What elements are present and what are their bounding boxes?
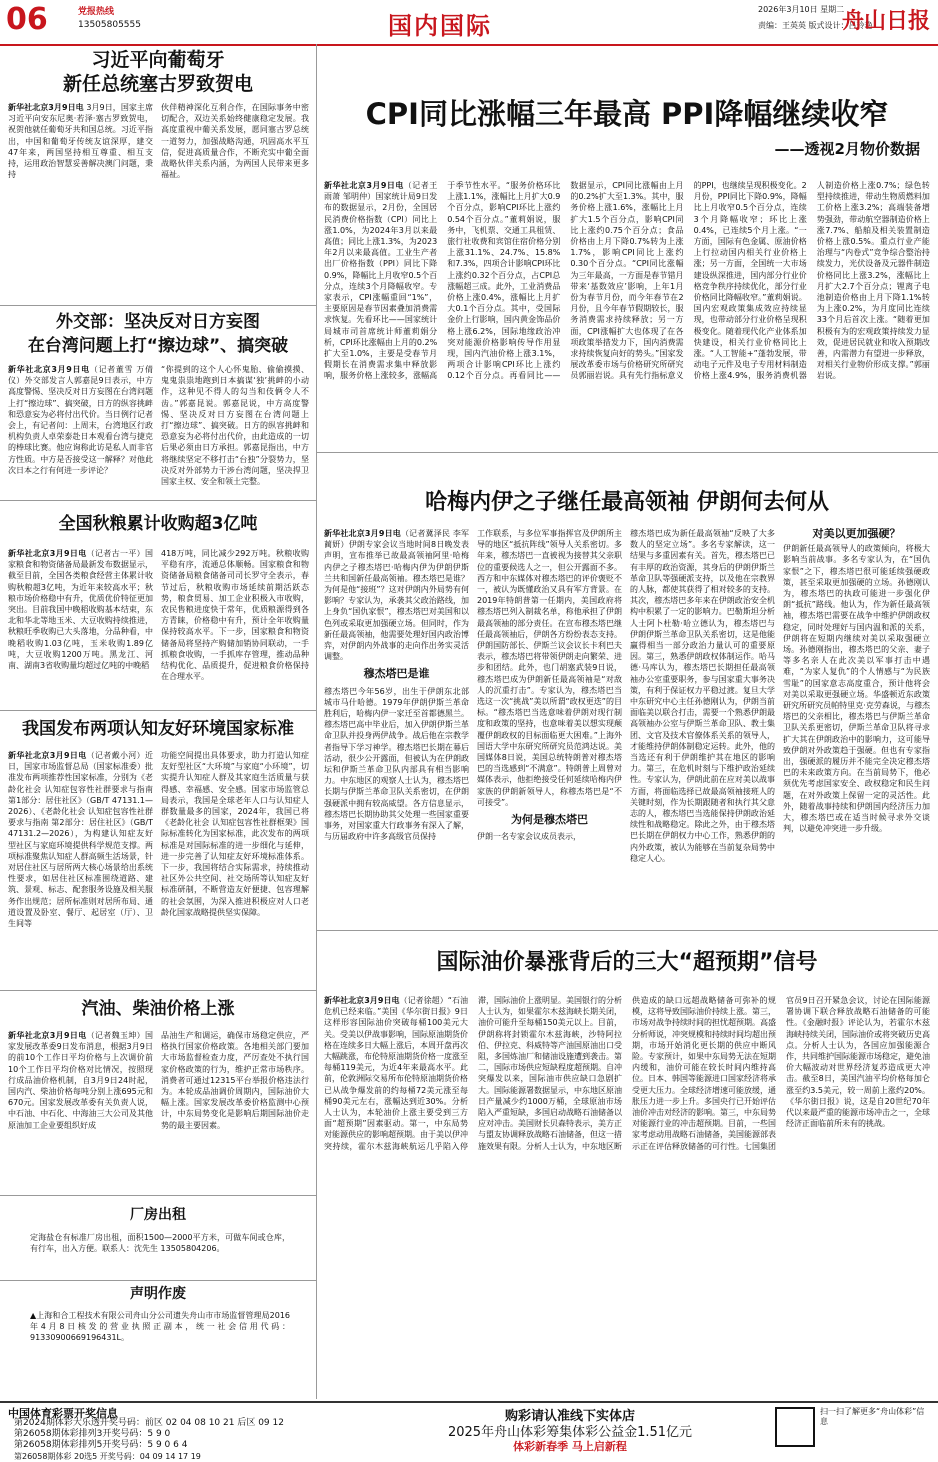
hotline-label: 党报热线: [78, 7, 115, 17]
ad-slogan: 体彩新春季 马上启新程: [513, 1440, 627, 1453]
oil-headline: 国际油价暴涨背后的三大“超预期”信号: [436, 950, 818, 975]
notice-body: 定海盐仓有标准厂房出租，面积1500—2000平方米，可做车间或仓库，有行车，出入方便。联系人：沈先生 13505804206。: [30, 1233, 290, 1254]
lottery-line: 第26058期体彩排列3开奖号码：5 9 0: [14, 1429, 171, 1439]
lottery-line: 第26058期体彩 20选5 开奖号码：04 09 14 17 19: [14, 1452, 201, 1461]
article-title: 外交部：坚决反对日方妄图 在台湾问题上打“擦边球”、搞突破: [27, 312, 289, 356]
divider: [316, 930, 938, 931]
article-body: 新华社北京3月9日电（记者古一平）国家粮食和物资储备局最新发布数据显示，截至目前，全国各类粮食经营主体累计收购秋粮超3亿吨，为近年来较高水平；秋粮市场价格稳中有升，优质优价特征更加突出。目前我国中晚稻收购基本结束，东北和华北等地玉米、大豆收购持续推进，秋粮旺季收购已大头落地，分品种看，中晚稻收购1.03亿吨，玉米收购1.89亿吨，大豆收购1200万吨。黑龙江、河南、湖南3省收购量均超过亿吨的中晚稻: [8, 549, 153, 671]
lottery-line: 第26058期体彩排列5开奖号码：5 9 0 6 4: [14, 1440, 188, 1450]
article-body: 对美以更加强硬？ 伊朗新任最高领导人的政策倾向，将极大影响当前战事。多名专家认为，在“国仇家恨”之下，穆杰塔巴很可能延续强硬政策，甚至采取更加强硬的立场。孙德刚认为，穆杰塔巴的执政可能进一步强化伊朗“抵抗”路线。他认为，作为新任最高领袖，穆杰塔巴需要在战争中维护伊朗政权稳定，同时处理好与国内温和派的关系，伊朗将在短期内继续对美以采取强硬立场。孙德刚指出，穆杰塔巴的父亲、妻子等多名亲人在此次美以军事打击中遇难，“为家人复仇”的个人情感与“为民族雪耻”的国家意志高度重合，预计他将会对美以采取更强硬立场。华盛顿近东政策研究所研究员帕特里克·克劳森说，与穆杰塔巴的父亲相比，穆杰塔巴与伊斯兰革命卫队关系更密切，伊斯兰革命卫队将寻求扩大其在伊朗政治中的影响力，这可能导致伊朗对外政策趋于强硬。但也有专家指出，强硬派的履历并不能完全决定穆杰塔巴的未来政策方向。在当前局势下，他必须优先考虑国家安全、政权稳定和民生问题，在对外政策上保留一定的灵活性。此外，随着战事持续和伊朗国内经济压力加大，穆杰塔巴或在适当时候寻求外交谈判，以避免冲突进一步升级。: [783, 528, 930, 834]
lottery-banner: [0, 1401, 938, 1461]
main-headline: CPI同比涨幅三年最高 PPI降幅继续收窄: [365, 97, 889, 131]
divider: [0, 1280, 316, 1281]
divider: [0, 1195, 316, 1196]
article-body: 穆杰塔巴成为新任最高领袖“反映了大多数人的坚定立场”。多名专家解读，这一结果与多重因素有关。首先，穆杰塔巴已有丰厚的政治资源，其身后的伊朗伊斯兰革命卫队等强硬派支持，以及他在宗教界的人脉，都使其获得了相对较多的支持。其次，穆杰塔巴多年来在伊朗政治安全机构中积累了一定的影响力。巴勒斯坦分析人士阿卜杜勒·哈立德认为，穆杰塔巴与伊朗伊斯兰革命卫队关系密切，这是他能赢得相当一部分政治力量认可的重要原因。第三，熟悉伊朗政权体制运作。哈马德·马库认为，穆杰塔巴长期担任最高领袖办公室重要职务，参与国家重大事务决策，有利于保证权力平稳过渡。复旦大学中东研究中心主任孙德刚认为，伊朗当前面临美以联合打击，需要一个熟悉伊朗最高领袖办公室与伊斯兰革命卫队、教士集团、文官及技术官僚体系关系的领导人，才能维持伊朗体制稳定运转。此外，他的当选还有利于伊朗维护其在地区的影响力。第三，在危机时刻与下维护政治延续性。专家认为，伊朗此前在应对美以战事方面，将面临选择已故最高领袖接班人的关键时刻，作为长期跟随者和执行其父意志的人，穆杰塔巴当选能保持伊朗政治延续性和战略稳定。除此之外，由于穆杰塔巴长期在伊朗权力中心工作，熟悉伊朗的内外政策，被认为能够在当前复杂局势中稳定人心。: [630, 529, 775, 863]
article-body: “你提到的这个人心怀鬼胎、偷偷摸摸、鬼鬼祟祟地跑到日本搞谋‘独’挑衅的小动作，这种见不得人的勾当和伎俩令人不齿。”郭嘉昆说。郭嘉昆说，中方高度警惕、坚决反对日方妄图在台湾问题上打“擦边球”、搞突破。日方的纵容挑衅和恐意妄为必将付出代价，由此造成的一切后果必须由日方承担。郭嘉昆指出，中方将继续坚定不移打击“台独”分裂势力，坚决反对外部势力干涉台湾问题，坚决捍卫国家主权、安全和领土完整。: [161, 365, 309, 487]
column-rule: [316, 44, 317, 1399]
notice-title: 厂房出租: [130, 1207, 186, 1223]
qr-caption: 扫一扫了解更多“舟山体彩”信息: [820, 1407, 925, 1426]
page-number: 06: [6, 2, 48, 37]
divider: [0, 990, 316, 991]
main-subtitle: ——透视2月物价数据: [774, 140, 920, 158]
iran-headline: 哈梅内伊之子继任最高领袖 伊朗何去何从: [425, 490, 829, 515]
lottery-line: 第2024期体彩大乐透开奖号码：前区 02 04 08 10 21 后区 09 12: [14, 1418, 284, 1428]
article-body: 新华社北京3月9日电（记者王雨萧 邹明仲）国家统计局9日发布的数据显示，2月份，全国居民消费价格指数（CPI）同比上涨1.0%，为2024年3月以来最高值；同比上涨1.3%，为2023年2月以来最高值。工业生产者出厂价格指数（PPI）同比下降0.9%，降幅比上月收窄0.5个百分点，连续3个月降幅收窄。专家表示，CPI涨幅重回“1%”，主要原因是春节因素叠加消费需求恢复。先看环比——国家统计局城市司首席统计师董莉娟分析，CPI环比涨幅由上月的0.2%扩大至1.0%，主要是受春节月假期长在消费需求集中释放影响，服务价格上涨较多，涨幅高于季节性水平。“服务价格环比上涨1.1%，涨幅比上月扩大0.9个百分点，影响CPI环比上涨约0.54个百分点。”董莉娟说，服务中，飞机票、交通工具租赁、旅行社收费和宾馆住宿价格分别上涨31.1%、24.7%、15.8%和7.3%，四项合计影响CPI环比上涨约0.32个百分点，占CPI总涨幅超三成。此外，工业消费品价格上涨0.4%，涨幅比上月扩大0.1个百分点。其中，受国际金价上行影响，国内黄金饰品价格上涨6.2%，国际地缘政治冲突对能源价格影响传导作用显现，国内汽油价格上涨3.1%，两项合计影响CPI环比上涨约0.12个百分点。再看同比——数据显示，CPI同比涨幅由上月的0.2%扩大至1.3%。其中，服务价格上涨1.6%，涨幅比上月扩大1.5个百分点，影响CPI同比上涨约0.75个百分点；食品价格由上月下降0.7%转为上涨1.7%，影响CPI同比上涨约0.30个百分点。“CPI同比涨幅为三年最高，一方面是春节错月带来‘基数效应’影响，上年1月份为春节月份，而今年春节在2月份，且今年春节假期较长，服务消费需求持续释放；另一方面，CPI涨幅扩大也体现了在各项政策举措发力下，国内消费需求持续恢复向好的势头。”国家发展改革委市场与价格研究所研究员郭丽岩说。具有先行指标意义的PPI，也继续呈现积极变化。2月份，PPI同比下降0.9%，降幅比上月收窄0.5个百分点，连续3个月降幅收窄；环比上涨0.4%，已连续5个月上涨。“一方面，国际有色金属、原油价格上行拉动国内相关行业价格上涨；另一方面，全国统一大市场建设纵深推进，国内部分行业价格竞争秩序持续优化，部分行业价格同比降幅收窄。”董莉娟说。国内宏观政策集成效应持续显现，也带动部分行业价格呈现积极变化。随着现代化产业体系加快建设，相关行业价格同比上涨。“人工智能+”蓬勃发展，带动电子元件及电子专用材料制造价格上涨4.9%，服务消费机器人制造价格上涨0.7%；绿色转型持续推进，带动生物质燃料加工价格上涨3.2%；高端装备增势强劲，带动航空器制造价格上涨7.7%、船舶及相关装置制造价格上涨0.5%。重点行业产能治理与“内卷式”竞争综合整治持续发力，光伏设备及元器件制造价格同比上涨3.2%，涨幅比上月扩大2.7个百分点；锂离子电池制造价格由上月下降1.1%转为上涨0.2%，为月度同比连续33个月后首次上涨。“随着更加积极有为的宏观政策持续发力显效，促进居民就业和收入预期改善，内需潜力有望进一步释放，对相关行业物价形成支撑。”郭丽岩说。: [324, 181, 930, 381]
divider: [0, 305, 316, 306]
article-body: 新华社北京3月9日电 3月9日，国家主席习近平向安东尼奥·若泽·塞古罗致贺电，祝贺他就任葡萄牙共和国总统。习近平指出，中国和葡萄牙传统友谊深厚，建交47年来，两国坚持相互尊重、相互支持，运用政治智慧妥善解决澳门问题，秉持: [8, 103, 153, 180]
editors: 责编：王英英 版式设计：吕玲艳: [758, 21, 873, 30]
article-body: 功能空间提出具体要求，助力打造认知症友好型社区“大环境”与家庭“小环境”，切实提升认知症人群及其家庭生活质量与获得感、幸福感、安全感。国家市场监管总局表示，我国是全球老年人口与认知症人群数量最多的国家，2024年，我国已将《老龄化社会 认知症包容性社群框架》国际标准转化为国家标准，此次发布的两项标准是对国际标准的进一步细化与延伸，进一步完善了认知症友好环境标准体系。下一步，我国将结合实际需求，持续推动社区外公共空间、社交场所等认知症友好标准研制，不断营造友好便捷、包容理解的社会氛围，为深入推进积极应对人口老龄化国家战略提供坚实保障。: [161, 751, 309, 917]
newspaper-logo: 舟山日报: [841, 8, 930, 34]
statement-body: ▲上海和合工程技术有限公司舟山分公司遗失舟山市市场监督管理局2016年4月8日核发的营业执照正副本，统一社会信用代码：91330900669196431L。: [30, 1311, 290, 1343]
article-title: 我国发布两项认知友好环境国家标准: [22, 719, 294, 739]
article-body: 418万吨，同比减少292万吨。秋粮收购平稳有序，流通总体顺畅。国家粮食和物资储备局粮食储备司司长罗守全表示，春节过后，秋粮收购市场延续前期活跃态势，粮食贸易、加工企业积极入市收购，农民售粮进度快于常年，优质粮源得到各方青睐，价格稳中有升，预计全年收购量保持较高水平。下一步，国家粮食和物资储备局将坚持产购储加销协同联动，一手抓粮食收购，一手抓库存管理，推动品种结构优化、品质提升，促进粮食价格保持在合理水平。: [161, 549, 309, 682]
article-body: 伙伴精神深化互利合作，在国际事务中密切配合，双边关系始终健康稳定发展。我高度重视中葡关系发展，愿同塞古罗总统一道努力，加强战略沟通，巩固高水平互信，促进高质量合作，不断充实中葡全面战略伙伴关系内涵，为两国人民带来更多福祉。: [161, 103, 309, 180]
article-body: 新华社北京3月9日电（记者冀泽民 李军 蔺妍）伊朗专家会议当地时间8日晚发表声明，宣布推举已故最高领袖阿里·哈梅内伊之子穆杰塔巴·哈梅内伊为伊朗伊斯兰共和国新任最高领袖。穆杰塔巴是谁？为何是他“接班”？这对伊朗内外局势有何影响？专家认为，承袭其父政治路线，加上身负“国仇家恨”，穆杰塔巴对美国和以色列或采取更加强硬立场。但同时，作为新任最高领袖，他需要处理好国内政治博弈，对伊朗内外战事的走向作出务实灵活调整。 穆杰塔巴是谁 穆杰塔巴今年56岁，出生于伊朗东北部城市马什哈德。1979年伊朗伊斯兰革命胜利后，哈梅内伊一家迁至首都德黑兰。穆杰塔巴高中毕业后，加入伊朗伊斯兰革命卫队并投身两伊战争。战后他在宗教学者指导下学习神学。穆杰塔巴长期在幕后活动，很少公开露面，但被认为在伊朗政坛和伊斯兰革命卫队内部具有相当影响力。中东地区的观察人士认为，穆杰塔巴长期与伊斯兰革命卫队关系密切，在伊朗强硬派中拥有较高威望。各方信息显示，穆杰塔巴长期协助其父处理一些国家重要事务，对国家重大行政事务有深入了解，与历届政府中许多高级官员保持: [324, 529, 469, 842]
subhead: 对美以更加强硬？: [812, 528, 901, 540]
ad-line: 2025年舟山体彩筹集体彩公益金1.51亿元: [447, 1425, 693, 1440]
issue-date: 2026年3月10日 星期二: [758, 5, 845, 14]
section-title: 国内国际: [388, 11, 492, 40]
article-body: 新华社北京3月9日电（记者徐超）“石油危机已经来临。”美国《华尔街日报》9日这样形容国际油价突破每桶100美元大关。受美以伊战事影响，国际原油期货价格在连续多日大幅上涨后，本周开盘再次大幅跳涨，布伦特原油期货价格一度涨至每桶119美元，为近4年来最高水平。此前，伦敦洲际交易所布伦特原油期货价格已从战争爆发前的约每桶72美元涨至每桶90美元左右，涨幅达到近30%。分析人士认为，本轮油价上涨主要受到三方面“超预期”因素驱动。第一，中东局势对能源供应的影响超预期。由于美以伊冲突持续，霍尔木兹海峡航运几乎陷入停滞，国际油价上涨明显。美国银行的分析人士认为，如果霍尔木兹海峡长期关闭，油价可能升至每桶150美元以上。目前，伊朗称将封锁霍尔木兹海峡，沙特阿拉伯、伊拉克、科威特等产油国原油出口受阻，多国炼油厂和储油设施遭到袭击。第二，国际市场供应短缺程度超预期。自冲突爆发以来，国际油市供应缺口急剧扩大。国际能源署数据显示，中东地区原油日产量减少约1000万桶，全球原油市场陷入严重短缺，多国启动战略石油储备以应对冲击。美国财长贝森特表示，美方正与盟友协调释放战略石油储备，但这一措施效果有限。分析人士认为，中东地区断供造成的缺口远超战略储备可弥补的规模，这将导致国际油价持续上涨。第三，市场对战争持续时间的担忧超预期。高盛分析师说，冲突规模和持续时间均超出预期，市场开始消化更长期的供应中断风险。专家预计，如果中东局势无法在短期内缓和，油价可能在较长时间内维持高位。日本、韩国等能源进口国家经济将承受更大压力。全球经济增速可能放缓，通胀压力进一步上升。多国央行已开始评估油价冲击对经济的影响。第三，中东局势对能源行业的冲击超预期。目前，一些国家考虑动用战略石油储备，美国能源部表示正在评估释放储备的可行性。七国集团官员9日召开紧急会议，讨论在国际能源署协调下联合释放战略石油储备的可能性。《金融时报》评论认为，若霍尔木兹海峡持续关闭，国际油价或将突破历史高点。分析人士认为，各国应加强能源合作，共同维护国际能源市场稳定，避免油价大幅波动对世界经济复苏造成更大冲击。截至8日，美国汽油平均价格每加仑涨至约3.5美元，较一周前上涨约20%。《华尔街日报》说，这是自20世纪70年代以来最严重的能源市场冲击之一，全球经济正面临前所未有的挑战。: [324, 996, 930, 1151]
statement-title: 声明作废: [130, 1286, 186, 1302]
article-body: 新华社北京3月9日电（记者魏玉坤）国家发展改革委9日发布消息，根据3月9日的前10个工作日平均价格与上次调价前10个工作日平均价格对比情况，按照现行成品油价格机制，自3月9日24时起，国内汽、柴油价格每吨分别上涨695元和670元。国家发展改革委有关负责人说，中石油、中石化、中海油三大公司及其他原油加工企业要组织好成: [8, 1031, 153, 1130]
article-body: 新华社北京3月9日电（记者董雪 万倩仪）外交部发言人郭嘉昆9日表示，中方高度警惕、坚决反对日方妄图在台湾问题上打“擦边球”、搞突破，日方的纵容挑衅和恐意妄为必将付出代价。当日例行记者会上，有记者问：上周末，台湾地区行政机构负责人卓荣泰赴日本观看台湾与捷克的棒球比赛。他应询称此访是私人而非官方性质。中方是否接受这一解释？对他此次日本之行有何进一步评论？: [8, 365, 153, 475]
article-title: 全国秋粮累计收购超3亿吨: [58, 514, 258, 534]
article-body: 品油生产和调运，确保市场稳定供应，严格执行国家价格政策。各地相关部门要加大市场监督检查力度，严厉查处不执行国家价格政策的行为，维护正常市场秩序。消费者可通过12315平台举报价格违法行为。本轮成品油调价周期内，国际油价大幅上涨。国家发展改革委价格监测中心预计，中东局势变化是影响后期国际油价走势的最主要因素。: [161, 1031, 309, 1130]
masthead: [0, 0, 938, 46]
article-body: 新华社北京3月9日电（记者戴小河）近日，国家市场监督总局（国家标准委）批准发布两项推荐性国家标准，分别为《老龄化社会 认知症包容性社群要求与指南 第1部分：居住社区》（GB/T 47131.1—2026）、《老龄化社会 认知症包容性社群要求与指南 第2部分：居住社区》（GB/T 47131.2—2026），为构建认知症友好型社区与家庭环境提供科学规范支撑。两项标准聚焦认知症人群高频生活场景，针对居住社区与居所两大核心场景给出系统性要求，如居住社区标准围绕道路、建筑、景观、标志、配套服务设施及相关服务作出规范；居所标准则对居所布局、通道设置及卧室、餐厅、起居室（厅）、卫生间等: [8, 751, 153, 929]
hotline-number: 13505805555: [78, 20, 141, 30]
lottery-results: [14, 1418, 304, 1451]
lottery-title: 中国体育彩票开奖信息: [8, 1407, 118, 1420]
article-title: 习近平向葡萄牙 新任总统塞古罗致贺电: [62, 49, 253, 95]
subhead: 穆杰塔巴是谁: [363, 667, 430, 681]
subhead: 为何是穆杰塔巴: [511, 813, 588, 827]
hotline: [78, 6, 141, 32]
article-body: 工作联系，与多位军事指挥官及伊朗所主导的地区“抵抗阵线”领导人关系密切。多年来，穆杰塔巴一直被视为接替其父亲职位的重要候选人之一，但公开露面不多。西方和中东媒体对穆杰塔巴的评价褒贬不一，被认为既懂政治又具有军方背景。在2019年特朗普第一任期内，美国政府将穆杰塔巴列入制裁名单，称他承担了伊朗最高领袖的部分责任。在宣布穆杰塔巴继任最高领袖后，伊朗各方纷纷表态支持。伊朗国防部长、伊斯兰议会议长卡利巴夫表示，穆杰塔巴将带领伊朗走向繁荣、进步和团结。此外，也门胡塞武装9日说，穆杰塔巴成为伊朗新任最高领袖是“对敌人的沉重打击”。专家认为，穆杰塔巴当选这一次“挑战”美以所谓“政权更迭”的目标。“穆杰塔巴当选意味着伊朗对现行制度和政策的坚持，也意味着美以想实现颠覆伊朗政权的目标面临更大困难。”上海外国语大学中东研究所研究员范鸿达说。美国媒体8日说，美国总统特朗普对穆杰塔巴的当选感到“不满意”。特朗普上周曾对媒体表示，他拒绝接受任何延续哈梅内伊家族的伊朗新领导人，称穆杰塔巴是“不可接受”。 为何是穆杰塔巴 伊朗一名专家会议成员表示，: [477, 529, 622, 842]
divider: [0, 710, 316, 711]
article-title: 汽油、柴油价格上涨: [81, 999, 235, 1019]
ad-line: 购彩请认准线下实体店: [504, 1409, 635, 1424]
divider: [316, 452, 938, 453]
divider: [0, 500, 316, 501]
qr-code-icon: [775, 1407, 815, 1447]
